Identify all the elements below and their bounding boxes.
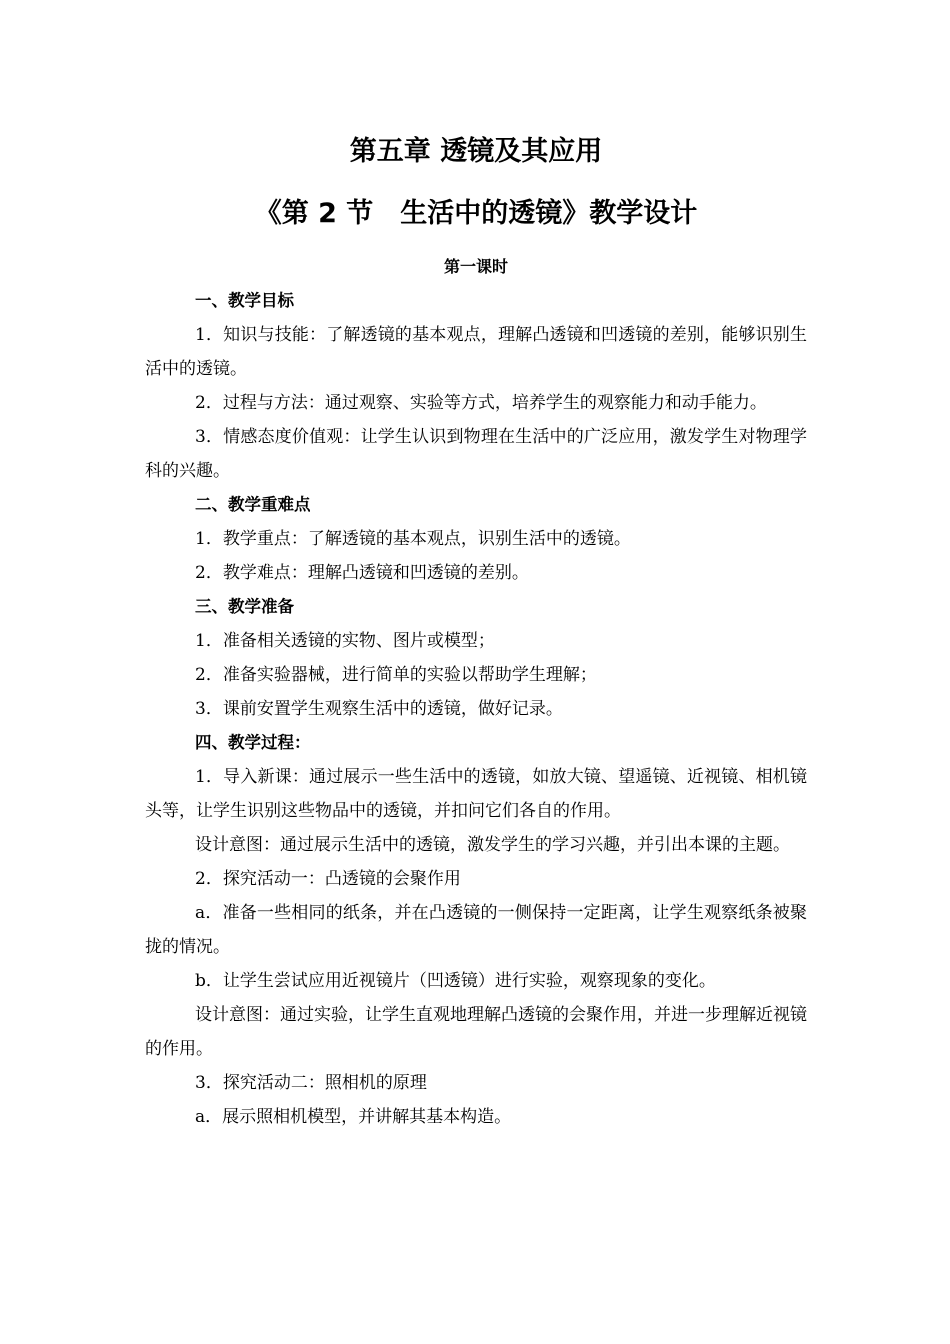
paragraph: 2．准备实验器械，进行简单的实验以帮助学生理解；: [195, 665, 597, 685]
paragraph: a．展示照相机模型，并讲解其基本构造。: [195, 1107, 512, 1127]
section-heading-process: 四、教学过程：: [195, 733, 311, 752]
section-heading-objectives: 一、教学目标: [195, 291, 294, 310]
paragraph: 1．教学重点：了解透镜的基本观点，识别生活中的透镜。: [195, 529, 631, 549]
paragraph: 2．教学难点：理解凸透镜和凹透镜的差别。: [195, 563, 529, 583]
paragraph: 1．知识与技能：了解透镜的基本观点，理解凸透镜和凹透镜的差别，能够识别生活中的透镜。: [145, 325, 807, 379]
paragraph: 2．探究活动一：凸透镜的会聚作用: [195, 869, 461, 889]
paragraph: b．让学生尝试应用近视镜片（凹透镜）进行实验，观察现象的变化。: [195, 971, 716, 991]
paragraph: 2．过程与方法：通过观察、实验等方式，培养学生的观察能力和动手能力。: [195, 393, 767, 413]
paragraph: 3．情感态度价值观：让学生认识到物理在生活中的广泛应用，激发学生对物理学科的兴趣。: [145, 427, 807, 481]
paragraph: 3．课前安置学生观察生活中的透镜，做好记录。: [195, 699, 563, 719]
section-heading-preparation: 三、教学准备: [195, 597, 294, 616]
chapter-title: 第五章 透镜及其应用: [349, 136, 603, 167]
paragraph: 设计意图：通过展示生活中的透镜，激发学生的学习兴趣，并引出本课的主题。: [195, 835, 790, 855]
paragraph: 1．准备相关透镜的实物、图片或模型；: [195, 631, 495, 651]
paragraph: 设计意图：通过实验，让学生直观地理解凸透镜的会聚作用，并进一步理解近视镜的作用。: [145, 1005, 807, 1059]
paragraph: 1．导入新课：通过展示一些生活中的透镜，如放大镜、望遥镜、近视镜、相机镜头等，让学生识别这些物品中的透镜，并扣问它们各自的作用。: [145, 767, 807, 821]
lesson-period-label: 第一课时: [443, 257, 508, 276]
lesson-plan-title: 《第 2 节 生活中的透镜》教学设计: [254, 198, 698, 229]
document-body: [145, 128, 807, 1134]
paragraph: a．准备一些相同的纸条，并在凸透镜的一侧保持一定距离，让学生观察纸条被聚拢的情况。: [145, 903, 807, 957]
section-heading-key-points: 二、教学重难点: [195, 495, 311, 514]
paragraph: 3．探究活动二：照相机的原理: [195, 1073, 427, 1093]
